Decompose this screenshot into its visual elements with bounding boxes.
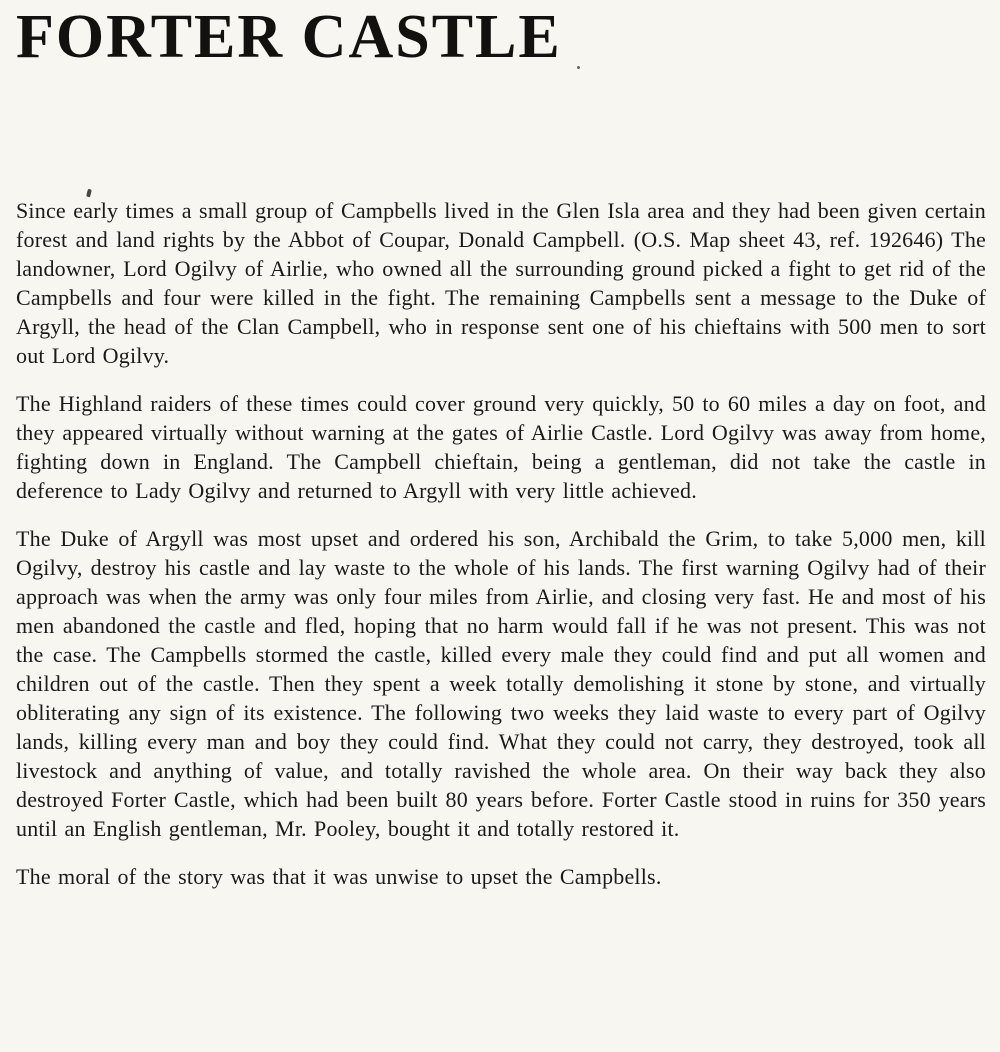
scan-dot-artifact bbox=[577, 66, 580, 69]
page-title: FORTER CASTLE bbox=[16, 3, 562, 71]
paragraph-moral: The moral of the story was that it was unwise to upset the Campbells. bbox=[16, 864, 662, 889]
paragraph-highland-raiders: The Highland raiders of these times could cover ground very quickly, 50 to 60 miles a day on foot, and they appeared virtually without warning at the gates of Airlie Castle. Lord Ogilvy was away from home, fighting down in England. The Campbell chieftain, being a gentleman, did not take the castle in deference to Lady Ogilvy and returned to Argyll with very little achieved. bbox=[16, 391, 986, 503]
paragraph-duke-of-argyll-revenge: The Duke of Argyll was most upset and ordered his son, Archibald the Grim, to take 5,000 men, kill Ogilvy, destroy his castle and lay waste to the whole of his lands. The first warning Ogilvy had of their approach was when the army was only four miles from Airlie, and closing very fast. He and most of his men abandoned the castle and fled, hoping that no harm would fall if he was not present. This was not the case. The Campbells stormed the castle, killed every male they could find and put all women and children out of the castle. Then they spent a week totally demolishing it stone by stone, and virtually obliterating any sign of its existence. The following two weeks they laid waste to every part of Ogilvy lands, killing every man and boy they could find. What they could not carry, they destroyed, took all livestock and anything of value, and totally ravished the whole area. On their way back they also destroyed Forter Castle, which had been built 80 years before. Forter Castle stood in ruins for 350 years until an English gentleman, Mr. Pooley, bought it and totally restored it. bbox=[16, 526, 986, 841]
document-body bbox=[16, 196, 986, 891]
paragraph-origin-of-feud: Since early times a small group of Campbells lived in the Glen Isla area and they had been given certain forest and land rights by the Abbot of Coupar, Donald Campbell. (O.S. Map sheet 43, ref. 192646) The landowner, Lord Ogilvy of Airlie, who owned all the surrounding ground picked a fight to get rid of the Campbells and four were killed in the fight. The remaining Campbells sent a message to the Duke of Argyll, the head of the Clan Campbell, who in response sent one of his chieftains with 500 men to sort out Lord Ogilvy. bbox=[16, 198, 986, 368]
